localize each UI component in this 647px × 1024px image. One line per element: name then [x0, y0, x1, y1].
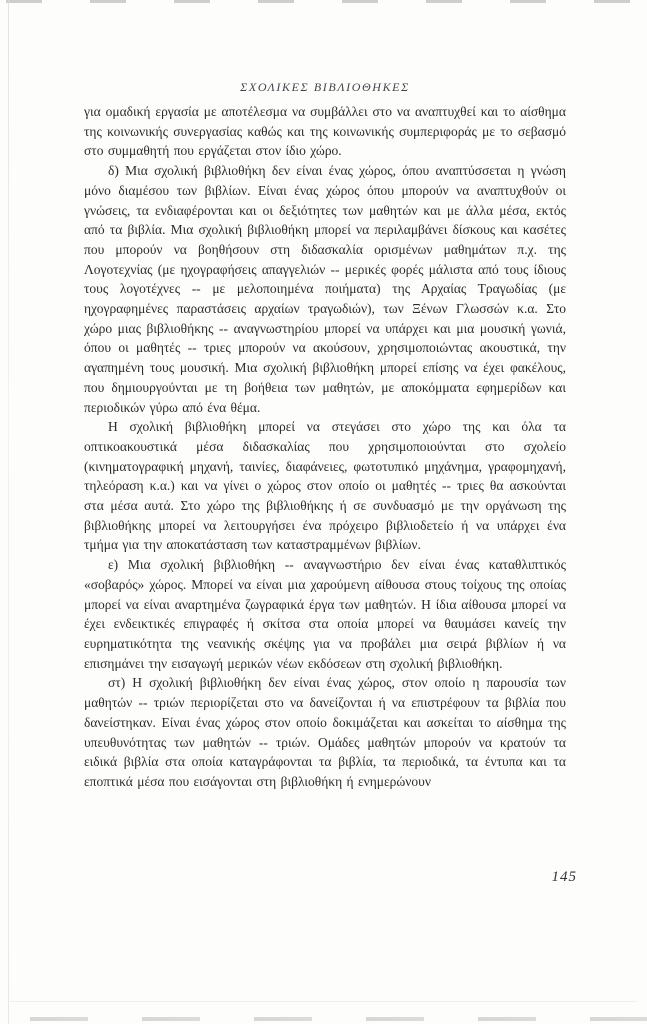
scan-fold-shadow	[10, 1001, 637, 1002]
body-paragraph: στ) Η σχολική βιβλιοθήκη δεν είναι ένας χώρος, στον οποίο η παρουσία των μαθητών -- τριών περιορίζεται στο να δανείζονται ή να επιστρέφουν τα βιβλία που δανείστηκαν. Είναι ένας χώρος στον οποίο δοκιμάζεται και ασκείται το αίσθημα της υπευθυνότητας των μαθητών -- τριών. Ομάδες μαθητών μπορούν να κρατούν τα ειδικά βιβλία στα οποία καταγράφονται τα βιβλία, τα περιοδικά, τα έντυπα και τα εποπτικά μέσα που εισάγονται στη βιβλιοθήκη ή ενημερώνουν	[84, 675, 566, 789]
scan-edge-artifact-top	[6, 0, 647, 3]
body-paragraph: Η σχολική βιβλιοθήκη μπορεί να στεγάσει στο χώρο της και όλα τα οπτικοακουστικά μέσα διδασκαλίας που χρησιμοποιούνται στο σχολείο (κινηματογραφική μηχανή, ταινίες, διαφάνειες, φωτοτυπικό μηχάνημα, γραφομηχανή, τηλεόραση κ.α.) και να γίνει ο χώρος στον οποίο οι μαθητές -- τριες θα ασκούνται στα μέσα αυτά. Στο χώρο της βιβλιοθήκης ή σε συνδυασμό με την οργάνωση της βιβλιοθήκης μπορεί να λειτουργήσει ένα πρόχειρο βιβλιοδετείο ή να υπάρχει ένα τμήμα για την αποκατάσταση των καταστραμμένων βιβλίων.	[84, 419, 566, 553]
running-header: ΣΧΟΛΙΚΕΣ ΒΙΒΛΙΟΘΗΚΕΣ	[240, 80, 410, 94]
body-paragraph: για ομαδική εργασία με αποτέλεσμα να συμβάλλει στο να αναπτυχθεί και το αίσθημα της κοινωνικής συνεργασίας καθώς και της κοινωνικής συμπεριφοράς με το σεβασμό στο συμμαθητή που εργάζεται στον ίδιο χώρο.	[84, 104, 566, 159]
body-paragraph: ε) Μια σχολική βιβλιοθήκη -- αναγνωστήριο δεν είναι ένας καταθλιπτικός «σοβαρός» χώρος. Μπορεί να είναι μια χαρούμενη αίθουσα στους τοίχους της οποίας μπορεί να είναι αναρτημένα ζωγραφικά έργα των μαθητών. Η ίδια αίθουσα μπορεί να έχει ενδεικτικές επιγραφές ή σκίτσα στα οποία μπορεί να θαυμάσει κανείς την ευρηματικότητα της νεανικής σκέψης για να προβάλει μια σειρά βιβλίων ή να επισημάνει την εισαγωγή μερικών νέων εκδόσεων στη σχολική βιβλιοθήκη.	[84, 557, 566, 671]
page-number: 145	[551, 869, 577, 885]
body-paragraph: δ) Μια σχολική βιβλιοθήκη δεν είναι ένας χώρος, όπου αναπτύσσεται η γνώση μόνο διαμέσου των βιβλίων. Είναι ένας χώρος όπου μπορούν να αναπτυχθούν οι γνώσεις, τα ενδιαφέρονται και οι δεξιότητες των μαθητών και με άλλα μέσα, εκτός από τα βιβλία. Μια σχολική βιβλιοθήκη μπορεί να περιλαμβάνει δίσκους και κασέτες που μπορούν να βοηθήσουν στη διδασκαλία ορισμένων μαθημάτων π.χ. της Λογοτεχνίας (με ηχογραφήσεις απαγγελιών -- μερικές φορές μάλιστα από τους ίδιους τους λογοτέχνες -- με μελοποιημένα ποιήματα) της Αρχαίας Τραγωδίας (με ηχογραφημένες παραστάσεις αρχαίων τραγωδιών), των Ξένων Γλωσσών κ.α. Στο χώρο μιας βιβλιοθήκης -- αναγνωστηρίου μπορεί να υπάρχει και μια μουσική γωνιά, όπου οι μαθητές -- τριες μπορούν να ακούσουν, χρησιμοποιώντας ακουστικά, την αγαπημένη τους μουσική. Μια σχολική βιβλιοθήκη μπορεί επίσης να έχει φακέλους, που δημιουργούνται με τη βοήθεια των μαθητών, με αποκόμματα εφημερίδων και περιοδικών γύρω από ένα θέμα.	[84, 163, 566, 415]
scan-edge-artifact-bottom	[30, 1017, 647, 1021]
scan-edge-artifact-left	[8, 0, 9, 1024]
body-text-block	[84, 102, 566, 792]
